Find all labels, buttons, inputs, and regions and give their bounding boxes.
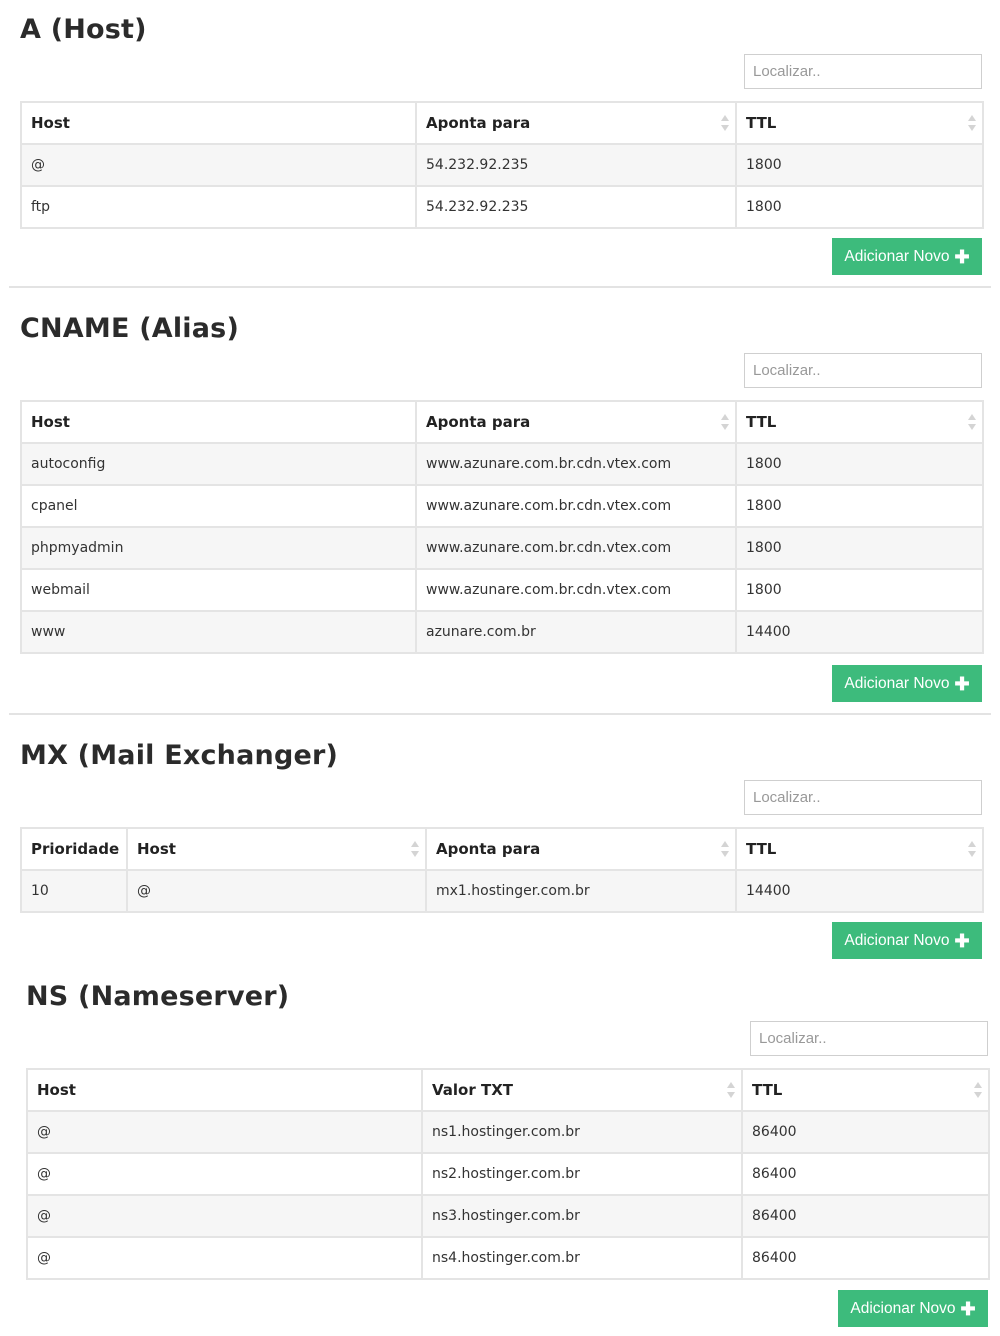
add-new-label: Adicionar Novo bbox=[844, 247, 950, 265]
cell-points-to: www.azunare.com.br.cdn.vtex.com bbox=[416, 569, 736, 611]
cell-points-to: www.azunare.com.br.cdn.vtex.com bbox=[416, 443, 736, 485]
column-header-ttl[interactable]: TTL bbox=[736, 401, 983, 443]
column-header-aponta-para[interactable]: Aponta para bbox=[426, 828, 736, 870]
column-header-ttl[interactable]: TTL bbox=[736, 828, 983, 870]
plus-icon: ✚ bbox=[954, 930, 970, 951]
cell-host: www bbox=[21, 611, 416, 653]
cell-points-to: www.azunare.com.br.cdn.vtex.com bbox=[416, 485, 736, 527]
plus-icon: ✚ bbox=[954, 673, 970, 694]
cell-ttl: 86400 bbox=[742, 1237, 989, 1279]
cell-ttl: 86400 bbox=[742, 1153, 989, 1195]
sort-icon[interactable] bbox=[721, 841, 729, 857]
table-row bbox=[21, 870, 983, 912]
table-header-row bbox=[27, 1069, 989, 1111]
sort-icon[interactable] bbox=[727, 1082, 735, 1098]
cell-host: @ bbox=[27, 1195, 422, 1237]
table-header-row bbox=[21, 828, 983, 870]
records-table bbox=[26, 1068, 990, 1280]
add-new-button[interactable] bbox=[838, 1290, 988, 1327]
sort-icon[interactable] bbox=[721, 115, 729, 131]
cell-host: @ bbox=[27, 1237, 422, 1279]
column-header-aponta-para[interactable]: Aponta para bbox=[416, 401, 736, 443]
records-table bbox=[20, 101, 984, 229]
cell-value: ns2.hostinger.com.br bbox=[422, 1153, 742, 1195]
sort-icon[interactable] bbox=[721, 414, 729, 430]
cell-ttl: 1800 bbox=[736, 443, 983, 485]
column-header-aponta-para[interactable]: Aponta para bbox=[416, 102, 736, 144]
column-header-host: Host bbox=[21, 102, 416, 144]
cell-value: ns1.hostinger.com.br bbox=[422, 1111, 742, 1153]
section-title: MX (Mail Exchanger) bbox=[20, 740, 339, 771]
section-a-host bbox=[20, 0, 982, 290]
plus-icon: ✚ bbox=[960, 1298, 976, 1319]
cell-ttl: 14400 bbox=[736, 870, 983, 912]
cell-points-to: mx1.hostinger.com.br bbox=[426, 870, 736, 912]
add-new-label: Adicionar Novo bbox=[844, 931, 950, 949]
table-row bbox=[21, 527, 983, 569]
search-input[interactable] bbox=[744, 353, 982, 388]
column-header-host[interactable]: Host bbox=[127, 828, 426, 870]
column-header-ttl[interactable]: TTL bbox=[742, 1069, 989, 1111]
cell-host: @ bbox=[27, 1153, 422, 1195]
section-ns-nameserver bbox=[26, 967, 988, 1331]
table-row bbox=[21, 186, 983, 228]
add-new-button[interactable] bbox=[832, 238, 982, 275]
cell-points-to: www.azunare.com.br.cdn.vtex.com bbox=[416, 527, 736, 569]
section-divider bbox=[9, 713, 991, 715]
column-header-prioridade: Prioridade bbox=[21, 828, 127, 870]
cell-host: webmail bbox=[21, 569, 416, 611]
cell-host: @ bbox=[27, 1111, 422, 1153]
section-mx-mail-exchanger bbox=[20, 726, 982, 961]
cell-ttl: 1800 bbox=[736, 527, 983, 569]
sort-icon[interactable] bbox=[968, 115, 976, 131]
cell-ttl: 1800 bbox=[736, 186, 983, 228]
cell-ttl: 1800 bbox=[736, 569, 983, 611]
add-new-label: Adicionar Novo bbox=[844, 674, 950, 692]
section-title: CNAME (Alias) bbox=[20, 313, 239, 344]
cell-ttl: 86400 bbox=[742, 1195, 989, 1237]
sort-icon[interactable] bbox=[968, 414, 976, 430]
column-header-valor-txt[interactable]: Valor TXT bbox=[422, 1069, 742, 1111]
column-header-ttl[interactable]: TTL bbox=[736, 102, 983, 144]
table-row bbox=[21, 144, 983, 186]
section-cname-alias bbox=[20, 299, 982, 714]
add-new-button[interactable] bbox=[832, 665, 982, 702]
cell-points-to: 54.232.92.235 bbox=[416, 144, 736, 186]
search-input[interactable] bbox=[744, 54, 982, 89]
column-header-host: Host bbox=[27, 1069, 422, 1111]
records-table bbox=[20, 400, 984, 654]
table-row bbox=[27, 1111, 989, 1153]
cell-ttl: 1800 bbox=[736, 144, 983, 186]
cell-host: phpmyadmin bbox=[21, 527, 416, 569]
cell-value: ns4.hostinger.com.br bbox=[422, 1237, 742, 1279]
table-row bbox=[21, 485, 983, 527]
column-header-host: Host bbox=[21, 401, 416, 443]
table-header-row bbox=[21, 102, 983, 144]
table-header-row bbox=[21, 401, 983, 443]
table-row bbox=[21, 443, 983, 485]
cell-ttl: 14400 bbox=[736, 611, 983, 653]
cell-host: ftp bbox=[21, 186, 416, 228]
table-row bbox=[27, 1237, 989, 1279]
section-title: A (Host) bbox=[20, 14, 147, 45]
add-new-button[interactable] bbox=[832, 922, 982, 959]
cell-value: ns3.hostinger.com.br bbox=[422, 1195, 742, 1237]
cell-points-to: azunare.com.br bbox=[416, 611, 736, 653]
table-row bbox=[27, 1153, 989, 1195]
table-row bbox=[27, 1195, 989, 1237]
cell-host: @ bbox=[127, 870, 426, 912]
sort-icon[interactable] bbox=[974, 1082, 982, 1098]
records-table bbox=[20, 827, 984, 913]
sort-icon[interactable] bbox=[968, 841, 976, 857]
cell-ttl: 86400 bbox=[742, 1111, 989, 1153]
cell-ttl: 1800 bbox=[736, 485, 983, 527]
sort-icon[interactable] bbox=[411, 841, 419, 857]
cell-host: @ bbox=[21, 144, 416, 186]
section-divider bbox=[9, 286, 991, 288]
search-input[interactable] bbox=[744, 780, 982, 815]
cell-host: autoconfig bbox=[21, 443, 416, 485]
cell-host: cpanel bbox=[21, 485, 416, 527]
cell-priority: 10 bbox=[21, 870, 127, 912]
search-input[interactable] bbox=[750, 1021, 988, 1056]
add-new-label: Adicionar Novo bbox=[850, 1299, 956, 1317]
plus-icon: ✚ bbox=[954, 246, 970, 267]
table-row bbox=[21, 611, 983, 653]
section-title: NS (Nameserver) bbox=[26, 981, 290, 1012]
cell-points-to: 54.232.92.235 bbox=[416, 186, 736, 228]
table-row bbox=[21, 569, 983, 611]
